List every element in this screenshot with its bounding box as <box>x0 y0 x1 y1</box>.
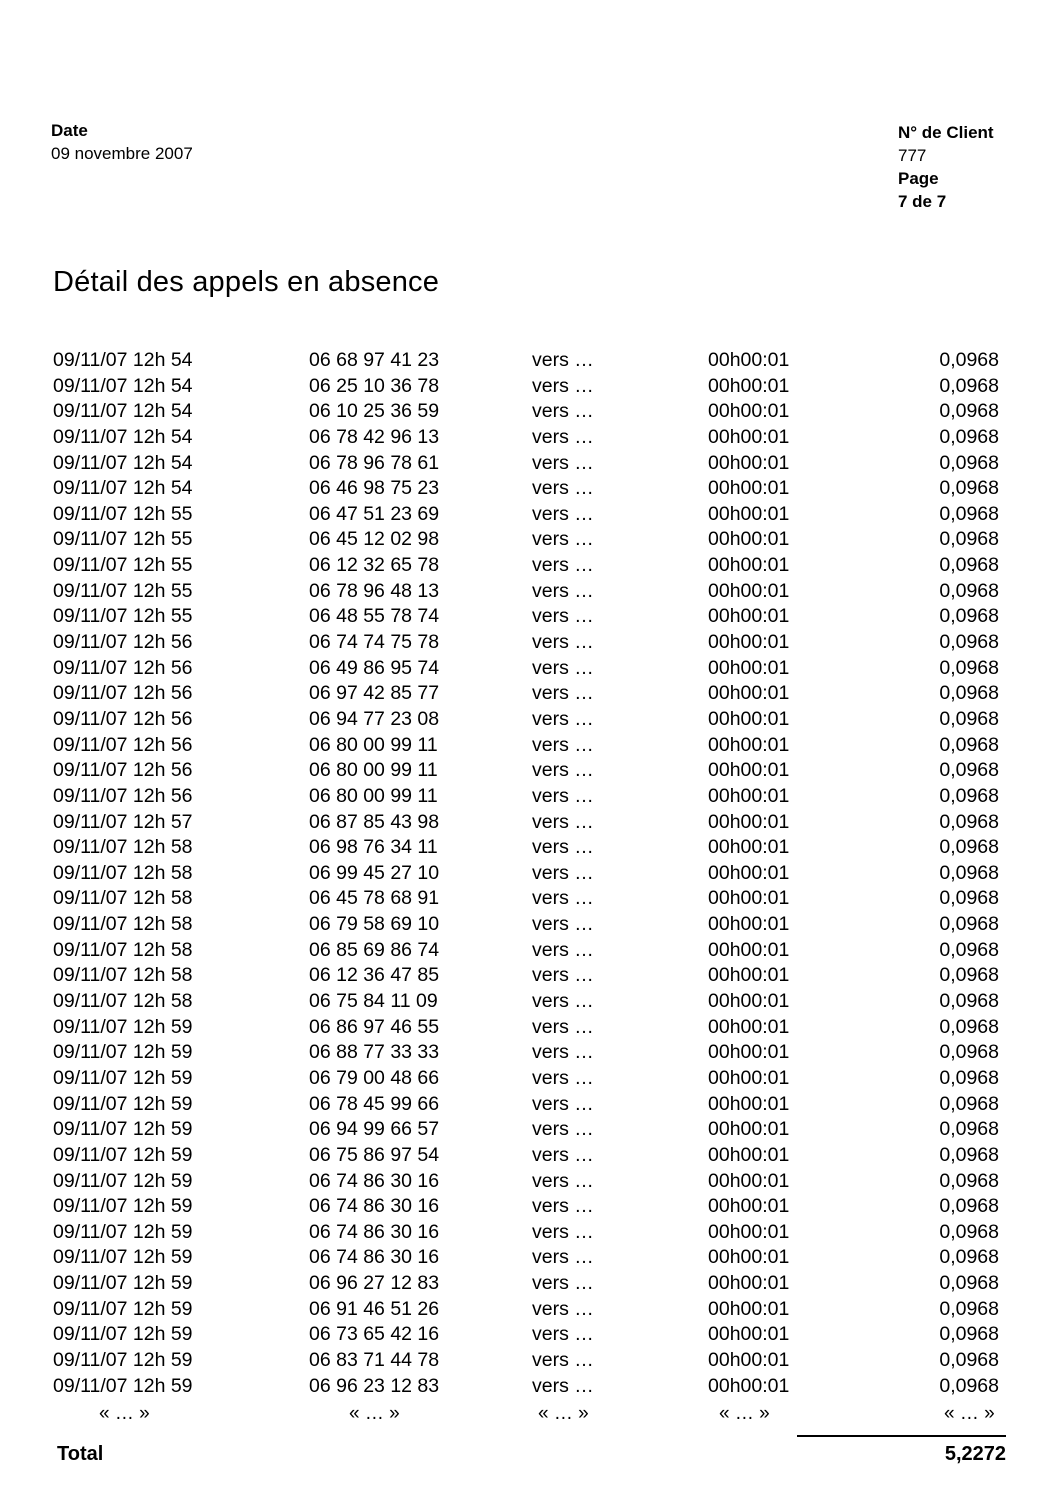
call-duration: 00h00:01 <box>708 605 790 628</box>
call-direction: vers … <box>532 605 594 628</box>
call-direction: vers … <box>532 1092 594 1115</box>
call-cost: 0,0968 <box>939 349 999 371</box>
table-row <box>0 707 1060 733</box>
call-duration: 00h00:01 <box>708 1143 790 1166</box>
call-number: 06 94 99 66 57 <box>309 1118 440 1141</box>
table-row <box>0 1117 1060 1143</box>
table-row <box>0 502 1060 528</box>
call-number: 06 97 42 85 77 <box>309 682 440 705</box>
table-row <box>0 579 1060 605</box>
call-direction: vers … <box>532 913 594 936</box>
total-label: Total <box>57 1443 104 1465</box>
call-direction: vers … <box>532 349 594 371</box>
call-direction: vers … <box>532 1297 594 1320</box>
call-duration: 00h00:01 <box>708 938 790 961</box>
page-value: 7 de 7 <box>898 192 947 211</box>
call-duration: 00h00:01 <box>708 1348 790 1371</box>
call-time: 09/11/07 12h 59 <box>53 1246 193 1269</box>
table-row <box>0 1066 1060 1092</box>
table-row <box>0 348 1060 374</box>
table-row <box>0 374 1060 400</box>
call-cost: 0,0968 <box>939 451 999 474</box>
call-time: 09/11/07 12h 58 <box>53 913 193 936</box>
continuation-marker: « … » <box>944 1403 995 1424</box>
call-cost: 0,0968 <box>939 1118 999 1141</box>
call-direction: vers … <box>532 579 594 602</box>
table-row <box>0 553 1060 579</box>
call-direction: vers … <box>532 631 594 654</box>
call-duration: 00h00:01 <box>708 913 790 936</box>
table-row <box>0 835 1060 861</box>
call-number: 06 98 76 34 11 <box>309 836 438 859</box>
table-row <box>0 1015 1060 1041</box>
page-label: Page <box>898 169 939 188</box>
call-time: 09/11/07 12h 54 <box>53 425 193 448</box>
table-row <box>0 399 1060 425</box>
call-duration: 00h00:01 <box>708 990 790 1013</box>
table-row <box>0 784 1060 810</box>
call-number: 06 12 32 65 78 <box>309 554 440 577</box>
call-time: 09/11/07 12h 59 <box>53 1041 193 1064</box>
table-row <box>0 963 1060 989</box>
call-cost: 0,0968 <box>939 374 999 397</box>
call-time: 09/11/07 12h 55 <box>53 528 193 551</box>
call-duration: 00h00:01 <box>708 656 790 679</box>
call-number: 06 80 00 99 11 <box>309 759 438 782</box>
call-direction: vers … <box>532 1195 594 1218</box>
calls-table <box>0 348 1060 1399</box>
client-page-block <box>898 121 994 213</box>
call-direction: vers … <box>532 707 594 730</box>
call-time: 09/11/07 12h 59 <box>53 1118 193 1141</box>
table-row <box>0 938 1060 964</box>
call-time: 09/11/07 12h 58 <box>53 861 193 884</box>
call-time: 09/11/07 12h 59 <box>53 1066 193 1089</box>
call-direction: vers … <box>532 1118 594 1141</box>
call-duration: 00h00:01 <box>708 349 790 371</box>
call-number: 06 75 86 97 54 <box>309 1143 440 1166</box>
call-number: 06 94 77 23 08 <box>309 707 440 730</box>
call-number: 06 48 55 78 74 <box>309 605 440 628</box>
call-direction: vers … <box>532 1066 594 1089</box>
call-time: 09/11/07 12h 59 <box>53 1143 193 1166</box>
call-duration: 00h00:01 <box>708 528 790 551</box>
call-duration: 00h00:01 <box>708 374 790 397</box>
table-row <box>0 1322 1060 1348</box>
call-number: 06 47 51 23 69 <box>309 502 440 525</box>
call-cost: 0,0968 <box>939 425 999 448</box>
call-duration: 00h00:01 <box>708 784 790 807</box>
call-cost: 0,0968 <box>939 528 999 551</box>
call-duration: 00h00:01 <box>708 1169 790 1192</box>
table-row <box>0 1092 1060 1118</box>
call-time: 09/11/07 12h 56 <box>53 733 193 756</box>
call-duration: 00h00:01 <box>708 1323 790 1346</box>
call-cost: 0,0968 <box>939 605 999 628</box>
client-number-label: N° de Client <box>898 123 994 142</box>
call-number: 06 83 71 44 78 <box>309 1348 440 1371</box>
table-row <box>0 681 1060 707</box>
call-direction: vers … <box>532 528 594 551</box>
call-cost: 0,0968 <box>939 1374 999 1397</box>
call-duration: 00h00:01 <box>708 1118 790 1141</box>
call-cost: 0,0968 <box>939 502 999 525</box>
call-time: 09/11/07 12h 55 <box>53 502 193 525</box>
table-row <box>0 604 1060 630</box>
call-cost: 0,0968 <box>939 836 999 859</box>
date-value: 09 novembre 2007 <box>51 144 193 163</box>
call-cost: 0,0968 <box>939 733 999 756</box>
call-number: 06 74 74 75 78 <box>309 631 440 654</box>
call-direction: vers … <box>532 861 594 884</box>
call-number: 06 46 98 75 23 <box>309 477 440 500</box>
call-time: 09/11/07 12h 56 <box>53 784 193 807</box>
call-direction: vers … <box>532 810 594 833</box>
call-cost: 0,0968 <box>939 1143 999 1166</box>
call-time: 09/11/07 12h 56 <box>53 759 193 782</box>
call-number: 06 73 65 42 16 <box>309 1323 440 1346</box>
call-time: 09/11/07 12h 57 <box>53 810 193 833</box>
table-row <box>0 1169 1060 1195</box>
call-duration: 00h00:01 <box>708 1297 790 1320</box>
table-row <box>0 989 1060 1015</box>
call-time: 09/11/07 12h 59 <box>53 1169 193 1192</box>
total-divider <box>797 1435 1006 1437</box>
table-row <box>0 630 1060 656</box>
call-cost: 0,0968 <box>939 1015 999 1038</box>
call-direction: vers … <box>532 554 594 577</box>
call-cost: 0,0968 <box>939 1297 999 1320</box>
call-number: 06 68 97 41 23 <box>309 349 440 371</box>
table-row <box>0 451 1060 477</box>
call-direction: vers … <box>532 1143 594 1166</box>
total-value: 5,2272 <box>944 1443 1006 1465</box>
call-direction: vers … <box>532 1272 594 1295</box>
call-direction: vers … <box>532 733 594 756</box>
call-number: 06 78 96 48 13 <box>309 579 440 602</box>
call-time: 09/11/07 12h 55 <box>53 554 193 577</box>
call-direction: vers … <box>532 887 594 910</box>
call-direction: vers … <box>532 964 594 987</box>
call-cost: 0,0968 <box>939 861 999 884</box>
date-label: Date <box>51 121 88 140</box>
call-cost: 0,0968 <box>939 913 999 936</box>
call-cost: 0,0968 <box>939 810 999 833</box>
call-time: 09/11/07 12h 59 <box>53 1015 193 1038</box>
call-duration: 00h00:01 <box>708 1195 790 1218</box>
call-duration: 00h00:01 <box>708 631 790 654</box>
call-duration: 00h00:01 <box>708 1015 790 1038</box>
call-direction: vers … <box>532 1374 594 1397</box>
call-number: 06 74 86 30 16 <box>309 1195 440 1218</box>
call-direction: vers … <box>532 1015 594 1038</box>
call-time: 09/11/07 12h 59 <box>53 1220 193 1243</box>
call-direction: vers … <box>532 759 594 782</box>
call-direction: vers … <box>532 477 594 500</box>
table-row <box>0 1271 1060 1297</box>
call-direction: vers … <box>532 656 594 679</box>
call-number: 06 87 85 43 98 <box>309 810 440 833</box>
call-duration: 00h00:01 <box>708 861 790 884</box>
call-time: 09/11/07 12h 59 <box>53 1348 193 1371</box>
call-number: 06 91 46 51 26 <box>309 1297 440 1320</box>
table-row <box>0 886 1060 912</box>
call-number: 06 79 00 48 66 <box>309 1066 440 1089</box>
call-number: 06 86 97 46 55 <box>309 1015 440 1038</box>
continuation-marker: « … » <box>99 1403 150 1424</box>
call-number: 06 49 86 95 74 <box>309 656 440 679</box>
call-duration: 00h00:01 <box>708 836 790 859</box>
call-duration: 00h00:01 <box>708 810 790 833</box>
table-row <box>0 476 1060 502</box>
call-cost: 0,0968 <box>939 707 999 730</box>
call-time: 09/11/07 12h 58 <box>53 964 193 987</box>
call-direction: vers … <box>532 1246 594 1269</box>
call-cost: 0,0968 <box>939 990 999 1013</box>
call-cost: 0,0968 <box>939 1195 999 1218</box>
call-cost: 0,0968 <box>939 631 999 654</box>
call-number: 06 85 69 86 74 <box>309 938 440 961</box>
table-row <box>0 861 1060 887</box>
call-number: 06 96 23 12 83 <box>309 1374 440 1397</box>
table-row <box>0 1374 1060 1400</box>
call-duration: 00h00:01 <box>708 682 790 705</box>
call-duration: 00h00:01 <box>708 1220 790 1243</box>
call-direction: vers … <box>532 502 594 525</box>
table-row <box>0 527 1060 553</box>
call-number: 06 74 86 30 16 <box>309 1246 440 1269</box>
call-duration: 00h00:01 <box>708 1092 790 1115</box>
call-direction: vers … <box>532 836 594 859</box>
call-cost: 0,0968 <box>939 1066 999 1089</box>
call-number: 06 78 45 99 66 <box>309 1092 440 1115</box>
call-cost: 0,0968 <box>939 759 999 782</box>
call-number: 06 74 86 30 16 <box>309 1220 440 1243</box>
table-row <box>0 912 1060 938</box>
call-cost: 0,0968 <box>939 887 999 910</box>
call-cost: 0,0968 <box>939 784 999 807</box>
call-number: 06 75 84 11 09 <box>309 990 438 1013</box>
call-duration: 00h00:01 <box>708 1374 790 1397</box>
call-direction: vers … <box>532 374 594 397</box>
call-time: 09/11/07 12h 56 <box>53 656 193 679</box>
table-row <box>0 1297 1060 1323</box>
call-direction: vers … <box>532 784 594 807</box>
call-cost: 0,0968 <box>939 682 999 705</box>
call-number: 06 25 10 36 78 <box>309 374 440 397</box>
table-row <box>0 1040 1060 1066</box>
table-row <box>0 1143 1060 1169</box>
call-time: 09/11/07 12h 59 <box>53 1323 193 1346</box>
call-time: 09/11/07 12h 59 <box>53 1297 193 1320</box>
call-time: 09/11/07 12h 56 <box>53 631 193 654</box>
call-time: 09/11/07 12h 59 <box>53 1195 193 1218</box>
call-number: 06 78 42 96 13 <box>309 425 440 448</box>
call-number: 06 79 58 69 10 <box>309 913 440 936</box>
call-cost: 0,0968 <box>939 1092 999 1115</box>
call-duration: 00h00:01 <box>708 1272 790 1295</box>
call-duration: 00h00:01 <box>708 502 790 525</box>
call-time: 09/11/07 12h 58 <box>53 990 193 1013</box>
table-row <box>0 425 1060 451</box>
client-number-value: 777 <box>898 146 927 165</box>
call-cost: 0,0968 <box>939 1041 999 1064</box>
table-row <box>0 1348 1060 1374</box>
page-title: Détail des appels en absence <box>53 266 440 298</box>
call-cost: 0,0968 <box>939 1272 999 1295</box>
continuation-marker: « … » <box>349 1403 400 1424</box>
call-cost: 0,0968 <box>939 477 999 500</box>
call-time: 09/11/07 12h 54 <box>53 374 193 397</box>
call-duration: 00h00:01 <box>708 579 790 602</box>
call-duration: 00h00:01 <box>708 1246 790 1269</box>
call-direction: vers … <box>532 425 594 448</box>
call-duration: 00h00:01 <box>708 707 790 730</box>
call-time: 09/11/07 12h 59 <box>53 1374 193 1397</box>
call-direction: vers … <box>532 400 594 423</box>
call-direction: vers … <box>532 682 594 705</box>
call-duration: 00h00:01 <box>708 400 790 423</box>
call-time: 09/11/07 12h 54 <box>53 349 193 371</box>
call-cost: 0,0968 <box>939 938 999 961</box>
call-duration: 00h00:01 <box>708 1066 790 1089</box>
call-number: 06 96 27 12 83 <box>309 1272 440 1295</box>
table-row <box>0 1220 1060 1246</box>
table-row <box>0 1245 1060 1271</box>
call-direction: vers … <box>532 1169 594 1192</box>
continuation-marker: « … » <box>538 1403 589 1424</box>
call-time: 09/11/07 12h 58 <box>53 836 193 859</box>
table-row <box>0 733 1060 759</box>
call-number: 06 74 86 30 16 <box>309 1169 440 1192</box>
call-cost: 0,0968 <box>939 1246 999 1269</box>
call-cost: 0,0968 <box>939 656 999 679</box>
call-number: 06 80 00 99 11 <box>309 733 438 756</box>
call-duration: 00h00:01 <box>708 1041 790 1064</box>
call-number: 06 45 12 02 98 <box>309 528 440 551</box>
call-cost: 0,0968 <box>939 554 999 577</box>
call-number: 06 10 25 36 59 <box>309 400 440 423</box>
continuation-marker: « … » <box>719 1403 770 1424</box>
call-number: 06 45 78 68 91 <box>309 887 440 910</box>
call-time: 09/11/07 12h 55 <box>53 579 193 602</box>
call-time: 09/11/07 12h 58 <box>53 887 193 910</box>
call-number: 06 78 96 78 61 <box>309 451 440 474</box>
call-direction: vers … <box>532 990 594 1013</box>
call-duration: 00h00:01 <box>708 759 790 782</box>
call-duration: 00h00:01 <box>708 887 790 910</box>
call-time: 09/11/07 12h 55 <box>53 605 193 628</box>
table-row <box>0 1194 1060 1220</box>
table-row <box>0 758 1060 784</box>
call-duration: 00h00:01 <box>708 451 790 474</box>
call-direction: vers … <box>532 451 594 474</box>
call-duration: 00h00:01 <box>708 477 790 500</box>
call-time: 09/11/07 12h 54 <box>53 451 193 474</box>
call-duration: 00h00:01 <box>708 964 790 987</box>
call-cost: 0,0968 <box>939 964 999 987</box>
call-direction: vers … <box>532 1041 594 1064</box>
date-block <box>51 119 193 165</box>
call-number: 06 88 77 33 33 <box>309 1041 440 1064</box>
call-number: 06 80 00 99 11 <box>309 784 438 807</box>
call-direction: vers … <box>532 1220 594 1243</box>
call-time: 09/11/07 12h 54 <box>53 477 193 500</box>
call-cost: 0,0968 <box>939 1323 999 1346</box>
call-time: 09/11/07 12h 54 <box>53 400 193 423</box>
call-cost: 0,0968 <box>939 579 999 602</box>
call-direction: vers … <box>532 938 594 961</box>
call-time: 09/11/07 12h 56 <box>53 707 193 730</box>
call-time: 09/11/07 12h 56 <box>53 682 193 705</box>
call-cost: 0,0968 <box>939 1348 999 1371</box>
call-cost: 0,0968 <box>939 400 999 423</box>
call-cost: 0,0968 <box>939 1220 999 1243</box>
call-direction: vers … <box>532 1323 594 1346</box>
table-row <box>0 656 1060 682</box>
table-row <box>0 810 1060 836</box>
call-duration: 00h00:01 <box>708 554 790 577</box>
call-cost: 0,0968 <box>939 1169 999 1192</box>
call-duration: 00h00:01 <box>708 733 790 756</box>
call-time: 09/11/07 12h 59 <box>53 1092 193 1115</box>
call-number: 06 12 36 47 85 <box>309 964 440 987</box>
continuation-row <box>0 1403 1060 1427</box>
call-duration: 00h00:01 <box>708 425 790 448</box>
call-time: 09/11/07 12h 58 <box>53 938 193 961</box>
call-direction: vers … <box>532 1348 594 1371</box>
call-number: 06 99 45 27 10 <box>309 861 440 884</box>
call-time: 09/11/07 12h 59 <box>53 1272 193 1295</box>
